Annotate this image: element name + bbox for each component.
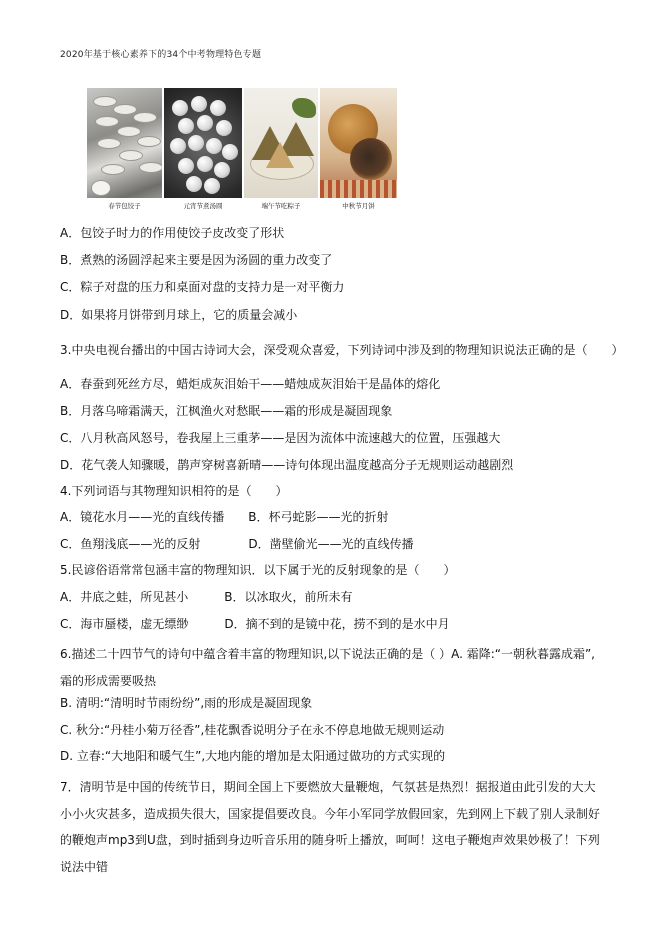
caption-dumplings: 春节包饺子 [87,198,162,214]
text-line: D．如果将月饼带到月球上，它的质量会减小 [60,308,298,322]
text-line: A．春蚕到死丝方尽，蜡炬成灰泪始干——蜡烛成灰泪始干是晶体的熔化 [60,377,441,391]
text-line: D．花气袭人知骤暖，鹊声穿树喜新晴——诗句体现出温度越高分子无规则运动越剧烈 [60,458,514,472]
text-line: 7．清明节是中国的传统节日，期间全国上下要燃放大量鞭炮，气氛甚是热烈！据报道由此引发的大大小小火灾甚多，造成损失很大，国家提倡要改良。今年小军同学放假回家，先到网上下载了别人录制好的鞭炮声mp3到U盘，到时插到身边听音乐用的随身听上播放，呵呵！这电子鞭炮声效果妙极了！下列说法中错 [60,780,601,874]
text-line: C. 秋分:“丹桂小菊万径香”,桂花飘香说明分子在永不停息地做无规则运动 [60,723,445,737]
text-line: 4.下列词语与其物理知识相符的是（ ） [60,484,288,498]
text-line: A．包饺子时力的作用使饺子皮改变了形状 [60,226,285,240]
text-line: B．月落乌啼霜满天，江枫渔火对愁眠——霜的形成是凝固现象 [60,404,393,418]
text-line: D. 立春:“大地阳和暖气生”,大地内能的增加是太阳通过做功的方式实现的 [60,749,446,763]
tangyuan-photo [164,88,242,214]
text-line: A．井底之蛙，所见甚小 B．以冰取火，前所未有 [60,590,353,604]
text-line: C．海市蜃楼，虚无缥缈 D．摘不到的是镜中花，捞不到的是水中月 [60,617,450,631]
festival-food-figure [87,88,397,214]
mooncake-photo [320,88,397,214]
text-line: 3.中央电视台播出的中国古诗词大会，深受观众喜爱，下列诗词中涉及到的物理知识说法正确的是（ ） [60,343,624,357]
caption-mooncake: 中秋节月饼 [320,198,397,214]
text-line: C．粽子对盘的压力和桌面对盘的支持力是一对平衡力 [60,280,345,294]
text-line: B．煮熟的汤圆浮起来主要是因为汤圆的重力改变了 [60,253,333,267]
text-line: C．鱼翔浅底——光的反射 D．凿壁偷光——光的直线传播 [60,537,414,551]
text-line: 5.民谚俗语常常包涵丰富的物理知识．以下属于光的反射现象的是（ ） [60,563,456,577]
zongzi-photo [244,88,318,214]
text-line: 6.描述二十四节气的诗句中蕴含着丰富的物理知识,以下说法正确的是（ ）A. 霜降:“一朝秋暮露成霜”,霜的形成需要吸热 [60,647,595,688]
text-line: A．镜花水月——光的直线传播 B．杯弓蛇影——光的折射 [60,510,389,524]
caption-zongzi: 端午节吃粽子 [244,198,318,214]
page-header: 2020年基于核心素养下的34个中考物理特色专题 [60,50,262,60]
caption-tangyuan: 元宵节煮汤圆 [164,198,242,214]
text-line: B. 清明:“清明时节雨纷纷”,雨的形成是凝固现象 [60,696,313,710]
dumplings-photo [87,88,162,214]
text-line: C．八月秋高风怒号，卷我屋上三重茅——是因为流体中流速越大的位置，压强越大 [60,431,501,445]
